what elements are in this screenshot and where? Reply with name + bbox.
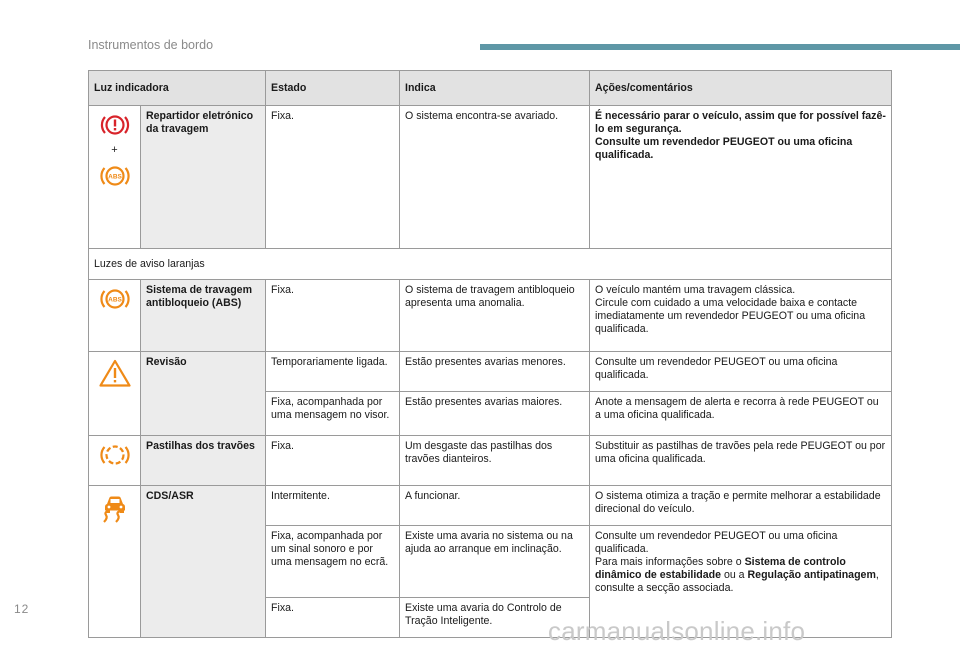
cds-link-esc: Sistema de controlo dinâmico de estabilidade	[595, 556, 846, 581]
abs-indicates: O sistema de travagem antibloqueio apresenta uma anomalia.	[400, 280, 590, 352]
service-name: Revisão	[141, 352, 266, 436]
cds-comment-2-b: Para mais informações sobre o	[595, 556, 742, 568]
pads-name: Pastilhas dos travões	[141, 436, 266, 486]
service-icon-cell	[89, 352, 141, 436]
cds-link-asr: Regulação antipatinagem	[747, 569, 876, 581]
ebd-indicates: O sistema encontra-se avariado.	[400, 106, 590, 249]
service-state-2: Fixa, acompanhada por uma mensagem no visor.	[266, 392, 400, 436]
col-header-state: Estado	[266, 71, 400, 106]
pads-comment: Substituir as pastilhas de travões pela rede PEUGEOT ou por uma oficina qualificada.	[590, 436, 892, 486]
service-indicates-2: Estão presentes avarias maiores.	[400, 392, 590, 436]
skidding-car-icon	[100, 492, 130, 524]
cds-comment-2-c: ou a	[723, 569, 745, 581]
cds-name: CDS/ASR	[141, 486, 266, 638]
table-header-row	[89, 71, 892, 106]
cds-icon-cell	[89, 486, 141, 638]
table-row	[89, 352, 892, 392]
cds-state-1: Intermitente.	[266, 486, 400, 526]
col-header-indicator: Luz indicadora	[89, 71, 266, 106]
svg-text:ABS: ABS	[107, 173, 122, 181]
abs-name: Sistema de travagem antibloqueio (ABS)	[141, 280, 266, 352]
cds-comment-1: O sistema otimiza a tração e permite melhorar a estabilidade direcional do veículo.	[590, 486, 892, 526]
service-comment-2: Anote a mensagem de alerta e recorra à rede PEUGEOT ou a uma oficina qualificada.	[590, 392, 892, 436]
cds-comment-2-a: Consulte um revendedor PEUGEOT ou uma oficina qualificada.	[595, 530, 838, 555]
brake-pads-icon	[99, 442, 131, 468]
header-title: Instrumentos de bordo	[88, 38, 214, 52]
abs-comment: O veículo mantém uma travagem clássica. Circule com cuidado a uma velocidade baixa e contacte imediatamente um revendedor PEUGEOT ou uma oficina qualificada.	[590, 280, 892, 352]
table-row	[89, 486, 892, 526]
warning-triangle-icon	[98, 358, 132, 388]
service-indicates-1: Estão presentes avarias menores.	[400, 352, 590, 392]
abs-icon	[99, 163, 131, 189]
cds-indicates-2: Existe uma avaria no sistema ou na ajuda ao arranque em inclinação.	[400, 526, 590, 598]
pads-indicates: Um desgaste das pastilhas dos travões dianteiros.	[400, 436, 590, 486]
cds-comment-2-d: , consulte a secção associada.	[595, 569, 879, 594]
col-header-indicates: Indica	[400, 71, 590, 106]
table-row	[89, 106, 892, 249]
service-comment-1: Consulte um revendedor PEUGEOT ou uma oficina qualificada.	[590, 352, 892, 392]
cds-indicates-1: A funcionar.	[400, 486, 590, 526]
ebd-icons-cell	[89, 106, 141, 249]
table-row	[89, 280, 892, 352]
section-orange-lights: Luzes de aviso laranjas	[89, 249, 892, 280]
service-state-1: Temporariamente ligada.	[266, 352, 400, 392]
ebd-state: Fixa.	[266, 106, 400, 249]
ebd-name: Repartidor eletrónico da travagem	[141, 106, 266, 249]
ebd-comment: É necessário parar o veículo, assim que for possível fazê-lo em segurança. Consulte um revendedor PEUGEOT ou uma oficina qualificada.	[590, 106, 892, 249]
svg-text:ABS: ABS	[107, 296, 122, 304]
col-header-comments: Ações/comentários	[590, 71, 892, 106]
abs-state: Fixa.	[266, 280, 400, 352]
abs-icon-cell	[89, 280, 141, 352]
header-accent-bar	[480, 44, 960, 50]
brake-warning-icon	[100, 112, 130, 138]
page-number: 12	[14, 602, 30, 616]
section-row	[89, 249, 892, 280]
plus-sign: +	[111, 144, 118, 156]
pads-icon-cell	[89, 436, 141, 486]
abs-icon	[99, 286, 131, 312]
table-row	[89, 436, 892, 486]
warning-lights-table	[88, 70, 892, 638]
cds-indicates-3: Existe uma avaria do Controlo de Tração Inteligente.	[400, 598, 590, 638]
cds-state-3: Fixa.	[266, 598, 400, 638]
cds-state-2: Fixa, acompanhada por um sinal sonoro e por uma mensagem no ecrã.	[266, 526, 400, 598]
watermark: carmanualsonline.info	[548, 616, 806, 646]
pads-state: Fixa.	[266, 436, 400, 486]
